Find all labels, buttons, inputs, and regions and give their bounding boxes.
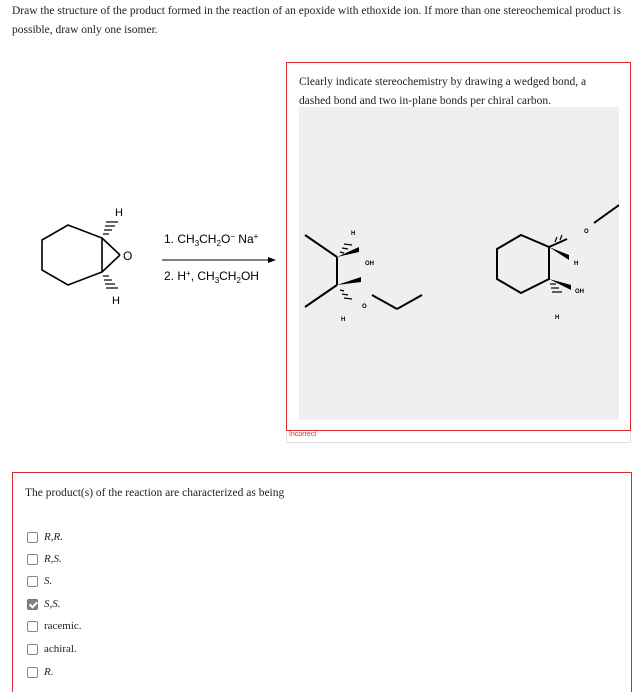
cyclohexane-ring xyxy=(42,225,102,285)
label-h2: H xyxy=(341,317,346,323)
question-text: Draw the structure of the product formed in the reaction of an epoxide with ethoxide ion. If more than one stereochemical product is possible, draw only one isomer. xyxy=(12,5,621,36)
checkbox-racemic[interactable] xyxy=(27,621,38,632)
option-label-achiral: achiral. xyxy=(44,643,77,655)
atom-o: O xyxy=(123,249,133,263)
hashed-bond-bottom xyxy=(103,276,118,288)
option-r[interactable] xyxy=(27,665,53,679)
reaction-scheme xyxy=(30,200,290,320)
epoxide-bond-top xyxy=(102,238,120,255)
label-h1: H xyxy=(351,231,356,237)
checkbox-r[interactable] xyxy=(27,667,38,678)
checkbox-achiral[interactable] xyxy=(27,644,38,655)
reagent-step1: 1. $CH_3CH_2O^-$ Na+ xyxy=(164,232,259,248)
label-oh1: OH xyxy=(365,261,374,267)
option-label-r: R. xyxy=(44,666,54,678)
label-h3: H xyxy=(574,261,579,267)
option-rs[interactable] xyxy=(27,552,62,566)
reaction-arrowhead xyxy=(268,257,276,263)
atom-h-bottom: H xyxy=(112,295,120,307)
drawing-instruction: Clearly indicate stereochemistry by drawing a wedged bond, a dashed bond and two in-plane bonds per chiral carbon. xyxy=(299,76,587,107)
drawing-canvas[interactable] xyxy=(299,107,619,420)
status-incorrect: Incorrect xyxy=(289,431,317,438)
option-label-rr: R,R. xyxy=(44,531,63,543)
option-label-rs: R,S. xyxy=(44,553,62,565)
label-o1: O xyxy=(362,304,367,310)
answer-status-bar xyxy=(286,431,631,443)
option-ss[interactable] xyxy=(27,597,61,611)
epoxide-bond-bottom xyxy=(102,255,120,272)
student-drawing xyxy=(299,107,619,420)
atom-h-top: H xyxy=(115,207,123,219)
option-s[interactable] xyxy=(27,574,52,588)
label-oh2: OH xyxy=(575,289,584,295)
checkbox-rs[interactable] xyxy=(27,554,38,565)
label-h4: H xyxy=(555,315,560,321)
checkbox-ss[interactable] xyxy=(27,599,38,610)
option-label-ss: S,S. xyxy=(44,598,61,610)
checkbox-rr[interactable] xyxy=(27,532,38,543)
option-rr[interactable] xyxy=(27,530,63,544)
hashed-bond-top xyxy=(103,222,118,234)
option-racemic[interactable] xyxy=(27,619,82,633)
epoxide-structure xyxy=(30,200,290,320)
option-label-s: S. xyxy=(44,575,53,587)
label-o2: O xyxy=(584,229,589,235)
checkbox-s[interactable] xyxy=(27,576,38,587)
answer-drawing-panel xyxy=(286,62,631,431)
multiple-choice-panel xyxy=(12,472,632,692)
mc-question: The product(s) of the reaction are characterized as being xyxy=(25,487,285,499)
option-label-racemic: racemic. xyxy=(44,620,82,632)
reagent-step2: 2. H+, $CH_3CH_2OH$ xyxy=(164,269,259,285)
option-achiral[interactable] xyxy=(27,642,77,656)
